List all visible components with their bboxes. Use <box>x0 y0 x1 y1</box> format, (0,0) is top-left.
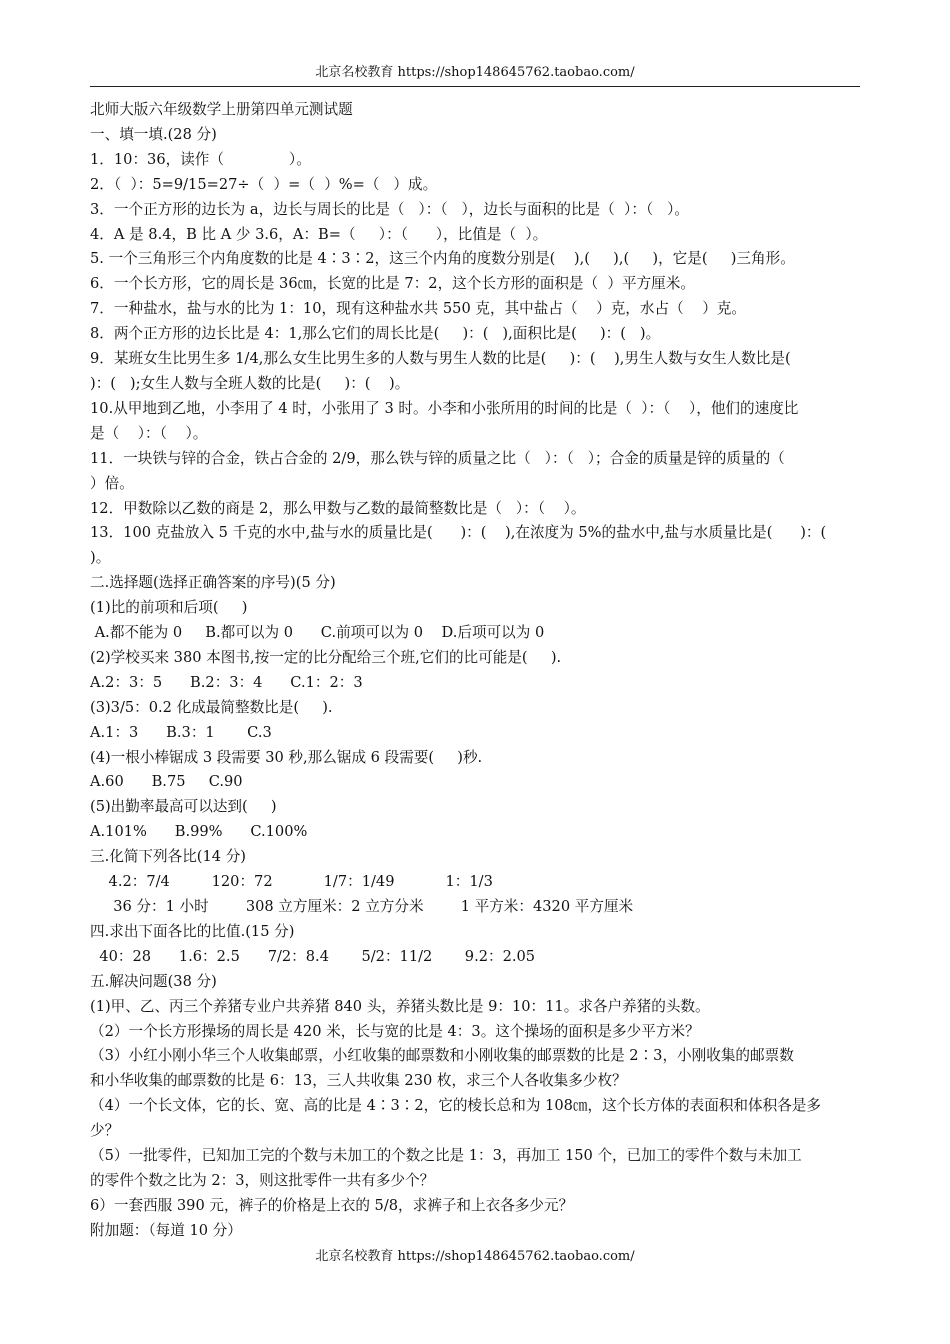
text-line: 5. 一个三角形三个内角度数的比是 4∶3∶2，这三个内角的度数分别是( ),( ),( )，它是( )三角形。 <box>90 250 795 268</box>
text-line: )。 <box>90 549 111 567</box>
worksheet-title: 北师大版六年级数学上册第四单元测试题 <box>90 101 353 118</box>
text-line: 一、填一填.(28 分) <box>90 125 217 143</box>
text-line: 13．100 克盐放入 5 千克的水中,盐与水的质量比是( )：( ),在浓度为 5%的盐水中,盐与水质量比是( )：( <box>90 524 827 542</box>
text-line: A.101% B.99% C.100% <box>90 823 308 841</box>
worksheet-body <box>90 98 862 1244</box>
text-line: 的零件个数之比为 2：3，则这批零件一共有多少个？ <box>90 1171 435 1189</box>
text-line: （4）一个长文体，它的长、宽、高的比是 4∶3∶2，它的棱长总和为 108㎝，这个长方体的表面积和体积各是多 <box>90 1097 821 1115</box>
text-line: 8．两个正方形的边长比是 4：1,那么它们的周长比是( )：( ),面积比是( )：( )。 <box>90 325 661 343</box>
text-line: 和小华收集的邮票数的比是 6：13，三人共收集 230 枚，求三个人各收集多少枚？ <box>90 1072 627 1090</box>
text-line: 四.求出下面各比的比值.(15 分) <box>90 922 295 940</box>
text-line: 是（ ）：（ ）。 <box>90 424 208 442</box>
text-line: （2）一个长方形操场的周长是 420 米，长与宽的比是 4：3。这个操场的面积是多少平方米？ <box>90 1022 700 1040</box>
text-line: 4.2：7/4 120：72 1/7：1/49 1：1/3 <box>90 873 493 891</box>
text-line: 2．（ ）：5=9/15=27÷（ ）=（ ）%=（ ）成。 <box>90 175 438 193</box>
text-line: 6）一套西服 390 元，裤子的价格是上衣的 5/8，求裤子和上衣各多少元？ <box>90 1196 574 1214</box>
text-line: 10.从甲地到乙地，小李用了 4 时，小张用了 3 时。小李和小张所用的时间的比是（ ）：（ ），他们的速度比 <box>90 399 799 417</box>
text-line: 二.选择题(选择正确答案的序号)(5 分) <box>90 574 336 592</box>
text-line: 五.解决问题(38 分) <box>90 972 217 990</box>
text-line: 附加题：（每道 10 分） <box>90 1221 242 1239</box>
text-line: 1．10：36，读作（ ）。 <box>90 150 311 168</box>
text-line: 36 分：1 小时 308 立方厘米：2 立方分米 1 平方米：4320 平方厘米 <box>90 898 634 915</box>
text-line: 9．某班女生比男生多 1/4,那么女生比男生多的人数与男生人数的比是( )：( ),男生人数与女生人数比是( <box>90 350 791 368</box>
text-line: 40：28 1.6：2.5 7/2：8.4 5/2：11/2 9.2：2.05 <box>90 947 536 965</box>
text-line: 3．一个正方形的边长为 a，边长与周长的比是（ ）：（ ），边长与面积的比是（ ）：（ ）。 <box>90 200 690 218</box>
text-line: (1)甲、乙、丙三个养猪专业户共养猪 840 头，养猪头数比是 9：10：11。求各户养猪的头数。 <box>90 997 710 1015</box>
text-line: 少？ <box>90 1122 120 1140</box>
text-line: )：( );女生人数与全班人数的比是( )：( )。 <box>90 374 410 392</box>
text-line: （3）小红小刚小华三个人收集邮票，小红收集的邮票数和小刚收集的邮票数的比是 2∶3，小刚收集的邮票数 <box>90 1047 794 1065</box>
text-line: （5）一批零件，已知加工完的个数与未加工的个数之比是 1：3，再加工 150 个，已加工的零件个数与未加工 <box>90 1147 802 1165</box>
page-header: 北京名校教育 https://shop148645762.taobao.com/ <box>315 65 635 80</box>
text-line: 11．一块铁与锌的合金，铁占合金的 2/9，那么铁与锌的质量之比（ ）：（ ）；合金的质量是锌的质量的（ <box>90 449 785 467</box>
header-divider <box>90 86 860 87</box>
text-line: 4．A 是 8.4，B 比 A 少 3.6，A：B=（ ）：（ ），比值是（ ）。 <box>90 225 548 243</box>
page-footer: 北京名校教育 https://shop148645762.taobao.com/ <box>315 1249 635 1264</box>
text-line: 12．甲数除以乙数的商是 2，那么甲数与乙数的最简整数比是（ ）：（ ）。 <box>90 499 586 517</box>
text-line: (1)比的前项和后项( ) <box>90 599 248 617</box>
text-line: 6．一个长方形，它的周长是 36㎝，长宽的比是 7：2，这个长方形的面积是（ ）平方厘米。 <box>90 275 695 293</box>
text-line: 7．一种盐水，盐与水的比为 1：10，现有这种盐水共 550 克，其中盐占（ ）克，水占（ ）克。 <box>90 300 746 318</box>
text-line: (5)出勤率最高可以达到( ) <box>90 798 277 816</box>
text-line: ）倍。 <box>90 474 134 492</box>
text-line: A.60 B.75 C.90 <box>90 773 243 791</box>
text-line: 三.化简下列各比(14 分) <box>90 848 246 866</box>
text-line: A.都不能为 0 B.都可以为 0 C.前项可以为 0 D.后项可以为 0 <box>90 624 545 642</box>
text-line: A.1：3 B.3：1 C.3 <box>90 723 272 741</box>
text-line: (4)一根小棒锯成 3 段需要 30 秒,那么锯成 6 段需要( )秒. <box>90 748 483 766</box>
text-line: (3)3/5：0.2 化成最简整数比是( ). <box>90 698 333 716</box>
text-line: A.2：3：5 B.2：3：4 C.1：2：3 <box>90 673 363 691</box>
text-line: (2)学校买来 380 本图书,按一定的比分配给三个班,它们的比可能是( ). <box>90 648 562 666</box>
